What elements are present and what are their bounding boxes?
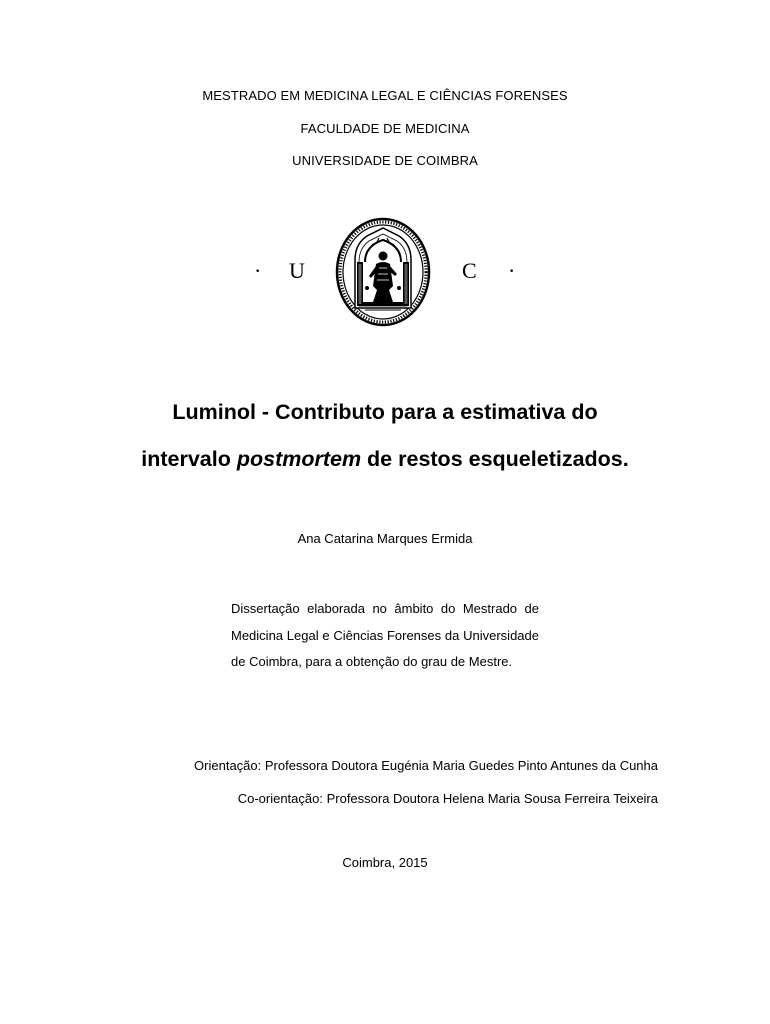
logo-dot-left: · [254,258,262,283]
faculty-name: FACULDADE DE MEDICINA [300,121,470,136]
place-and-date: Coimbra, 2015 [342,855,428,870]
author-name: Ana Catarina Marques Ermida [297,531,473,546]
title-italic-term: postmortem [236,447,362,471]
dissertation-note: Dissertação elaborada no âmbito do Mestrado de Medicina Legal e Ciências Forenses da Universidade de Coimbra, para a obtenção do grau de Mestre. [231,601,539,669]
university-logo [0,212,770,332]
university-seal-icon [333,216,433,328]
thesis-title-line-2 [0,446,770,472]
logo-dot-right: · [508,258,516,283]
program-name: MESTRADO EM MEDICINA LEGAL E CIÊNCIAS FORENSES [202,88,568,103]
university-name: UNIVERSIDADE DE COIMBRA [292,153,478,168]
logo-letter-c: C [462,258,477,283]
logo-letter-u: U [289,258,305,283]
thesis-title-line-1: Luminol - Contributo para a estimativa do [172,400,598,424]
title-line-2-suffix: de restos esqueletizados. [361,447,629,471]
title-line-2-prefix: intervalo [141,447,237,471]
co-orientation-supervisor: Co-orientação: Professora Doutora Helena Maria Sousa Ferreira Teixeira [237,791,658,806]
orientation-supervisor: Orientação: Professora Doutora Eugénia Maria Guedes Pinto Antunes da Cunha [194,758,658,773]
